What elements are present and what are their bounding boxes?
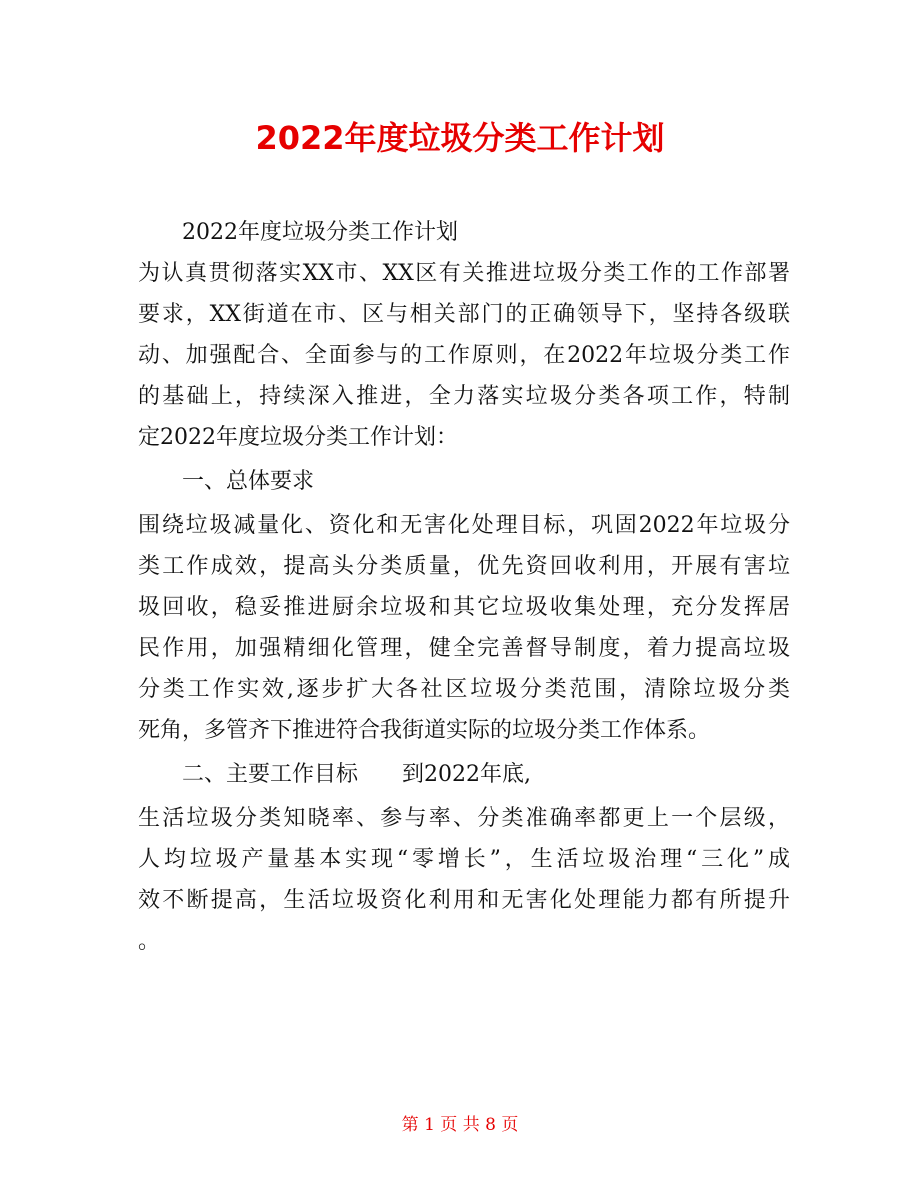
body-line: 要求，XX街道在市、区与相关部门的正确领导下，坚持各级联 bbox=[138, 302, 790, 327]
body-line: 的基础上，持续深入推进，全力落实垃圾分类各项工作，特制 bbox=[138, 384, 790, 409]
section-heading-goals: 二、主要工作目标 到2022年底, bbox=[182, 762, 531, 787]
document-body bbox=[138, 212, 790, 962]
body-line: 。 bbox=[138, 929, 161, 954]
body-line: 类工作成效，提高头分类质量，优先资回收利用，开展有害垃 bbox=[138, 554, 790, 579]
body-line: 分类工作实效,逐步扩大各社区垃圾分类范围，清除垃圾分类 bbox=[138, 677, 790, 702]
body-line: 圾回收，稳妥推进厨余垃圾和其它垃圾收集处理，充分发挥居 bbox=[138, 595, 790, 620]
page-footer: 第 1 页 共 8 页 bbox=[401, 1115, 519, 1135]
body-line: 效不断提高，生活垃圾资化利用和无害化处理能力都有所提升 bbox=[138, 888, 790, 913]
body-line: 定2022年度垃圾分类工作计划： bbox=[138, 425, 458, 450]
body-line: 围绕垃圾减量化、资化和无害化处理目标，巩固2022年垃圾分 bbox=[138, 513, 790, 538]
section-heading-general: 一、总体要求 bbox=[182, 469, 315, 494]
document-title: 2022年度垃圾分类工作计划 bbox=[255, 119, 665, 157]
body-line: 人均垃圾产量基本实现“零增长”，生活垃圾治理“三化”成 bbox=[138, 847, 790, 872]
body-line: 生活垃圾分类知晓率、参与率、分类准确率都更上一个层级， bbox=[138, 806, 790, 831]
body-heading-line: 2022年度垃圾分类工作计划 bbox=[182, 220, 458, 245]
body-line: 死角，多管齐下推进符合我街道实际的垃圾分类工作体系。 bbox=[138, 718, 711, 743]
body-line: 为认真贯彻落实XX市、XX区有关推进垃圾分类工作的工作部署 bbox=[138, 261, 790, 286]
body-line: 民作用，加强精细化管理，健全完善督导制度，着力提高垃圾 bbox=[138, 636, 790, 661]
body-line: 动、加强配合、全面参与的工作原则，在2022年垃圾分类工作 bbox=[138, 343, 790, 368]
